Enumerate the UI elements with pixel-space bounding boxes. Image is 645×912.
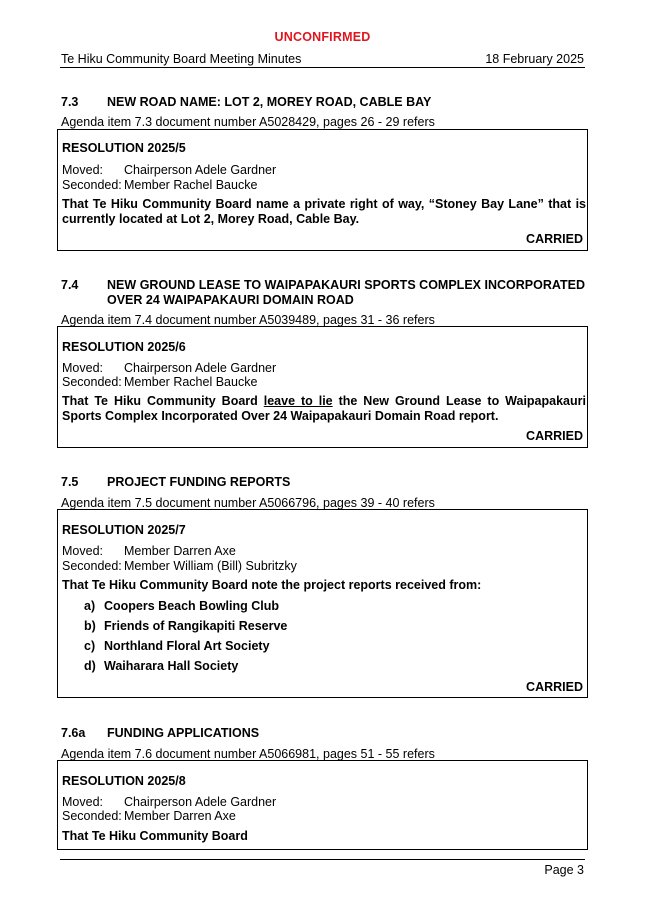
unconfirmed-status: UNCONFIRMED [274, 30, 371, 44]
seconded-label: Seconded: [62, 809, 122, 823]
seconded-by: Member Rachel Baucke [124, 178, 258, 192]
resolution-box [57, 509, 588, 698]
meeting-date: 18 February 2025 [485, 52, 584, 66]
seconded-label: Seconded: [62, 375, 122, 389]
moved-by: Member Darren Axe [124, 544, 236, 558]
resolution-text: That Te Hiku Community Board leave to lie the New Ground Lease to Waipapakauri Sports Complex Incorporated Over 24 Waipapakauri Domain Road report. [62, 394, 586, 423]
resolution-title: RESOLUTION 2025/6 [62, 340, 186, 354]
list-item: d) Waiharara Hall Society [84, 659, 239, 673]
section-title: FUNDING APPLICATIONS [107, 726, 260, 740]
list-item: b) Friends of Rangikapiti Reserve [84, 619, 288, 633]
list-item: a) Coopers Beach Bowling Club [84, 599, 280, 613]
resolution-text: That Te Hiku Community Board [62, 829, 248, 843]
moved-label: Moved: [62, 795, 103, 809]
section-title: NEW GROUND LEASE TO WAIPAPAKAURI SPORTS COMPLEX INCORPORATED OVER 24 WAIPAPAKAURI DOMAIN ROAD [107, 278, 585, 307]
header-divider [60, 67, 585, 68]
seconded-by: Member Rachel Baucke [124, 375, 258, 389]
resolution-title: RESOLUTION 2025/5 [62, 141, 186, 155]
carried-label: CARRIED [526, 429, 583, 443]
resolution-text: That Te Hiku Community Board note the project reports received from: [62, 578, 482, 592]
resolution-box [57, 129, 588, 251]
list-item: c) Northland Floral Art Society [84, 639, 270, 653]
underlined-phrase: leave to lie [263, 394, 333, 408]
page-number: Page 3 [544, 863, 584, 877]
section-number: 7.6a [61, 726, 86, 740]
agenda-reference: Agenda item 7.4 document number A5039489, pages 31 - 36 refers [61, 313, 435, 327]
footer-divider [60, 859, 585, 860]
resolution-text: That Te Hiku Community Board name a private right of way, “Stoney Bay Lane” that is currently located at Lot 2, Morey Road, Cable Bay. [62, 197, 586, 226]
moved-label: Moved: [62, 544, 103, 558]
resolution-box [57, 326, 588, 448]
resolution-title: RESOLUTION 2025/7 [62, 523, 186, 537]
section-number: 7.5 [61, 475, 79, 489]
seconded-label: Seconded: [62, 559, 122, 573]
moved-by: Chairperson Adele Gardner [124, 361, 277, 375]
carried-label: CARRIED [526, 232, 583, 246]
moved-by: Chairperson Adele Gardner [124, 795, 277, 809]
agenda-reference: Agenda item 7.3 document number A5028429, pages 26 - 29 refers [61, 115, 435, 129]
moved-label: Moved: [62, 163, 103, 177]
seconded-by: Member Darren Axe [124, 809, 236, 823]
seconded-label: Seconded: [62, 178, 122, 192]
section-number: 7.4 [61, 278, 79, 292]
resolution-box [57, 760, 588, 850]
section-title: NEW ROAD NAME: LOT 2, MOREY ROAD, CABLE BAY [107, 95, 432, 109]
carried-label: CARRIED [526, 680, 583, 694]
moved-by: Chairperson Adele Gardner [124, 163, 277, 177]
document-title: Te Hiku Community Board Meeting Minutes [61, 52, 302, 66]
section-title: PROJECT FUNDING REPORTS [107, 475, 291, 489]
agenda-reference: Agenda item 7.6 document number A5066981, pages 51 - 55 refers [61, 747, 435, 761]
resolution-title: RESOLUTION 2025/8 [62, 774, 186, 788]
agenda-reference: Agenda item 7.5 document number A5066796, pages 39 - 40 refers [61, 496, 435, 510]
section-number: 7.3 [61, 95, 79, 109]
moved-label: Moved: [62, 361, 103, 375]
seconded-by: Member William (Bill) Subritzky [124, 559, 297, 573]
